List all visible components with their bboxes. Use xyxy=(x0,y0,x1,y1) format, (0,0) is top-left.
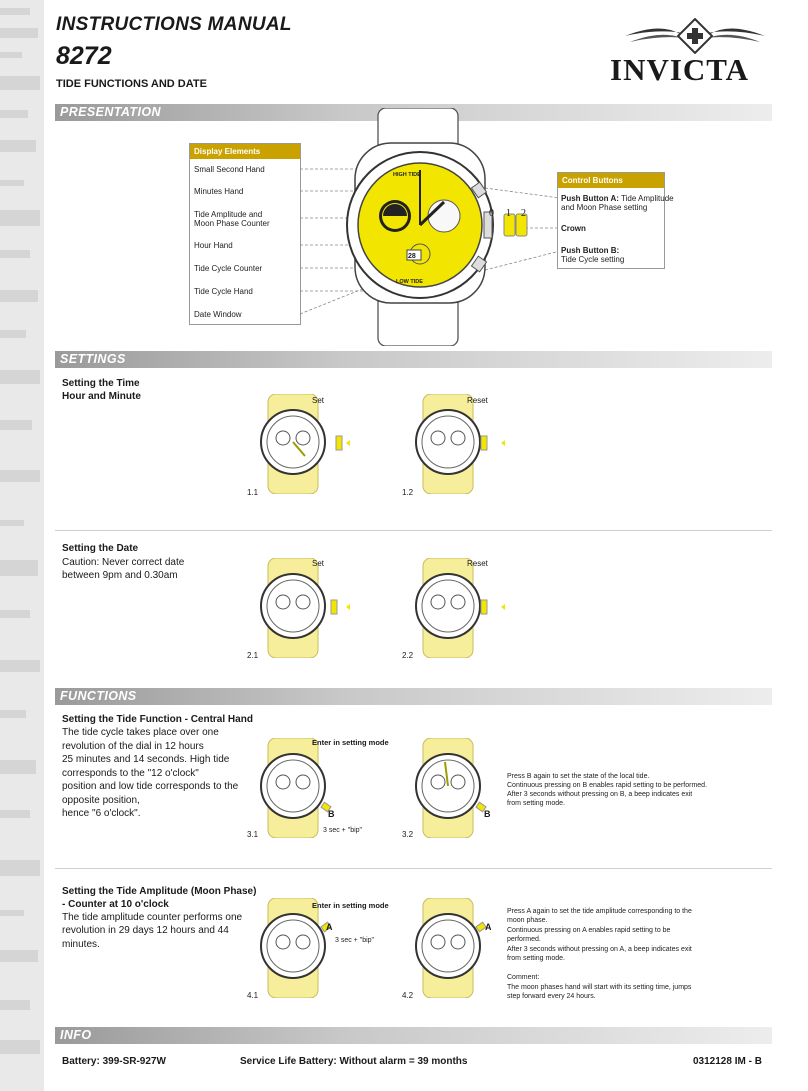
amp-comment-2: step forward every 24 hours. xyxy=(507,993,596,1000)
control-buttons-title: Control Buttons xyxy=(558,173,664,188)
fig-1-2-number: 1.2 xyxy=(402,488,414,497)
divider xyxy=(55,868,772,869)
setting-time-title: Setting the Time xyxy=(62,378,140,389)
amp-note-1: Press A again to set the tide amplitude corresponding to the xyxy=(507,908,692,915)
amp-note-2: moon phase. xyxy=(507,917,548,924)
fig-4-1-number: 4.1 xyxy=(247,991,259,1000)
fig-2-2-reset-label: Reset xyxy=(467,559,488,568)
dial-date-value: 28 xyxy=(408,253,416,260)
label-tide-amplitude: Tide Amplitude and xyxy=(194,210,263,219)
dial-low-tide: LOW TIDE xyxy=(396,279,423,285)
amplitude-body-2: revolution in 29 days 12 hours and 44 xyxy=(62,925,229,936)
amplitude-body-1: The tide amplitude counter performs one xyxy=(62,912,243,923)
fig-2-2-number: 2.2 xyxy=(402,651,414,660)
footer-service-life: Service Life Battery: Without alarm = 39 months xyxy=(240,1056,468,1067)
decorative-stripe xyxy=(0,0,44,1091)
tide-note-4: from setting mode. xyxy=(507,800,565,807)
crown-position-2: 2 xyxy=(521,208,526,219)
fig-3-1-number: 3.1 xyxy=(247,830,259,839)
tide-body-4: corresponds to the "12 o'clock" xyxy=(62,768,199,779)
tide-body-7: hence "6 o'clock". xyxy=(62,808,141,819)
label-moon-phase-counter: Moon Phase Counter xyxy=(194,219,270,228)
amplitude-body-3: minutes. xyxy=(62,939,100,950)
footer-battery: Battery: 399-SR-927W xyxy=(62,1056,166,1067)
fig-4-1-button-a: A xyxy=(326,922,333,932)
fig-3-2-button-b: B xyxy=(484,809,491,819)
label-push-button-a-desc: and Moon Phase setting xyxy=(561,203,648,212)
tide-body-2: revolution of the dial in 12 hours xyxy=(62,741,204,752)
amplitude-title: Setting the Tide Amplitude (Moon Phase) xyxy=(62,886,257,897)
label-minutes-hand: Minutes Hand xyxy=(194,187,244,196)
label-crown: Crown xyxy=(561,224,586,233)
watch-fig-2-1 xyxy=(250,558,360,658)
tide-note-1: Press B again to set the state of the local tide. xyxy=(507,773,650,780)
section-settings: SETTINGS xyxy=(55,351,772,368)
watch-fig-1-2 xyxy=(405,394,515,494)
amp-note-4: performed. xyxy=(507,936,541,943)
label-tide-cycle-hand: Tide Cycle Hand xyxy=(194,287,253,296)
tide-note-3: After 3 seconds without pressing on B, a beep indicates exit xyxy=(507,791,693,798)
section-info: INFO xyxy=(55,1027,772,1044)
watch-fig-1-1 xyxy=(250,394,360,494)
setting-date-caution-1: Caution: Never correct date xyxy=(62,557,185,568)
fig-2-1-number: 2.1 xyxy=(247,651,259,660)
fig-2-1-set-label: Set xyxy=(312,559,325,568)
section-presentation: PRESENTATION xyxy=(55,104,772,121)
label-push-button-b: Push Button B: xyxy=(561,246,620,255)
divider xyxy=(55,530,772,531)
tide-body-3: 25 minutes and 14 seconds. High tide xyxy=(62,754,230,765)
amp-note-6: from setting mode. xyxy=(507,955,565,962)
main-watch-illustration xyxy=(270,108,570,346)
watch-fig-3-1 xyxy=(250,738,363,838)
model-number: 8272 xyxy=(56,42,112,70)
fig-4-1-enter-mode: Enter in setting mode xyxy=(312,901,389,910)
dial-high-tide: HIGH TIDE xyxy=(393,172,421,178)
fig-3-1-enter-mode: Enter in setting mode xyxy=(312,738,389,747)
label-date-window: Date Window xyxy=(194,310,242,319)
label-push-button-a: Push Button A: Tide Amplitude xyxy=(561,194,674,203)
manual-title: INSTRUCTIONS MANUAL xyxy=(56,14,292,35)
label-push-button-b-desc: Tide Cycle setting xyxy=(561,255,625,264)
watch-fig-4-2 xyxy=(405,898,515,998)
fig-1-2-reset-label: Reset xyxy=(467,396,488,405)
tide-body-5: position and low tide corresponds to the xyxy=(62,781,239,792)
fig-4-2-button-a: A xyxy=(485,922,492,932)
watch-fig-3-2 xyxy=(405,738,515,838)
label-tide-cycle-counter: Tide Cycle Counter xyxy=(194,264,263,273)
amp-comment-label: Comment: xyxy=(507,974,540,981)
label-hour-hand: Hour Hand xyxy=(194,241,233,250)
setting-date-title: Setting the Date xyxy=(62,543,139,554)
setting-time-subtitle: Hour and Minute xyxy=(62,391,141,402)
amp-note-5: After 3 seconds without pressing on A, a beep indicates exit xyxy=(507,946,692,953)
fig-3-1-button-b: B xyxy=(328,809,335,819)
brand-wings-logo xyxy=(620,18,770,54)
display-elements-title: Display Elements xyxy=(190,144,300,159)
tide-body-1: The tide cycle takes place over one xyxy=(62,727,219,738)
setting-date-caution-2: between 9pm and 0.30am xyxy=(62,570,178,581)
tide-body-6: opposite position, xyxy=(62,795,140,806)
manual-subtitle: TIDE FUNCTIONS AND DATE xyxy=(56,78,207,90)
crown-position-1: 1 xyxy=(506,208,511,219)
footer-document-code: 0312128 IM - B xyxy=(693,1056,762,1067)
fig-4-2-number: 4.2 xyxy=(402,991,414,1000)
fig-4-1-bip: 3 sec + "bip" xyxy=(335,937,375,944)
tide-function-title: Setting the Tide Function - Central Hand xyxy=(62,714,253,725)
amplitude-subtitle: - Counter at 10 o'clock xyxy=(62,899,169,910)
brand-logo-text: INVICTA xyxy=(610,52,750,87)
tide-note-2: Continuous pressing on B enables rapid setting to be performed. xyxy=(507,782,708,789)
crown-position-0: 0 xyxy=(489,208,494,219)
fig-3-2-number: 3.2 xyxy=(402,830,414,839)
watch-fig-4-1 xyxy=(250,898,360,998)
amp-comment-1: The moon phases hand will start with its setting time, jumps xyxy=(507,984,692,991)
fig-1-1-number: 1.1 xyxy=(247,488,259,497)
amp-note-3: Continuous pressing on A enables rapid setting to be xyxy=(507,927,671,934)
fig-1-1-set-label: Set xyxy=(312,396,325,405)
label-small-second-hand: Small Second Hand xyxy=(194,165,265,174)
fig-3-1-bip: 3 sec + "bip" xyxy=(323,827,363,834)
watch-fig-2-2 xyxy=(405,558,515,658)
section-functions: FUNCTIONS xyxy=(55,688,772,705)
